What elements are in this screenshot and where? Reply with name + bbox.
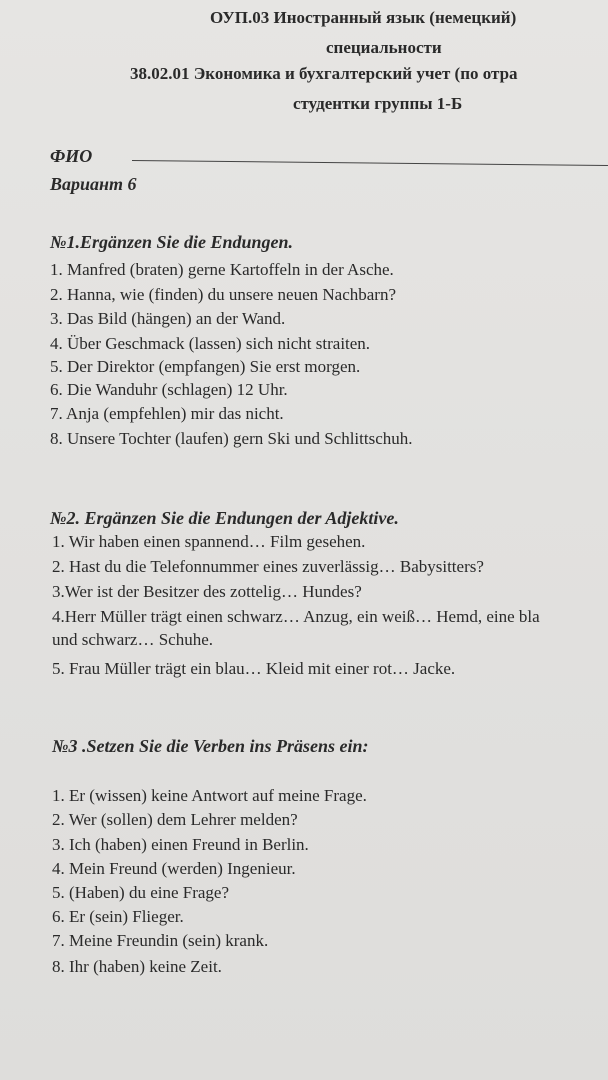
fio-label: ФИО — [50, 146, 93, 166]
course-title: ОУП.03 Иностранный язык (немецкий) — [210, 8, 517, 27]
section-1-title: №1.Ergänzen Sie die Endungen. — [50, 232, 294, 252]
section-1-item: 6. Die Wanduhr (schlagen) 12 Uhr. — [50, 380, 288, 399]
section-3-item: 1. Er (wissen) keine Antwort auf meine Frage. — [52, 786, 367, 805]
section-2-item: 3.Wer ist der Besitzer des zottelig… Hundes? — [52, 582, 362, 601]
section-2-item: 4.Herr Müller trägt einen schwarz… Anzug, ein weiß… Hemd, eine bla — [52, 607, 540, 626]
fio-underline — [132, 160, 608, 166]
section-1-item: 2. Hanna, wie (finden) du unsere neuen Nachbarn? — [50, 285, 396, 304]
section-2-item: und schwarz… Schuhe. — [52, 630, 213, 649]
section-2-item: 5. Frau Müller trägt ein blau… Kleid mit einer rot… Jacke. — [52, 659, 456, 678]
section-1-item: 7. Anja (empfehlen) mir das nicht. — [50, 404, 284, 423]
section-3-item: 8. Ihr (haben) keine Zeit. — [52, 957, 222, 976]
section-3-item: 3. Ich (haben) einen Freund in Berlin. — [52, 835, 309, 854]
section-1-item: 5. Der Direktor (empfangen) Sie erst morgen. — [50, 357, 361, 376]
section-2-item: 2. Hast du die Telefonnummer eines zuverlässig… Babysitters? — [52, 557, 484, 576]
specialty-label: специальности — [326, 38, 442, 57]
section-1-item: 3. Das Bild (hängen) an der Wand. — [50, 309, 286, 328]
section-1-item: 1. Manfred (braten) gerne Kartoffeln in der Asche. — [50, 260, 394, 279]
section-1-item: 4. Über Geschmack (lassen) sich nicht straiten. — [50, 334, 371, 353]
section-2-item: 1. Wir haben einen spannend… Film gesehen. — [52, 532, 366, 551]
group-label: студентки группы 1-Б — [293, 94, 463, 113]
section-3-item: 7. Meine Freundin (sein) krank. — [52, 931, 269, 950]
section-3-item: 6. Er (sein) Flieger. — [52, 907, 184, 926]
section-3-item: 2. Wer (sollen) dem Lehrer melden? — [52, 810, 298, 829]
section-3-item: 4. Mein Freund (werden) Ingenieur. — [52, 859, 296, 878]
specialty-name: 38.02.01 Экономика и бухгалтерский учет (по отра — [130, 64, 518, 83]
section-3-item: 5. (Haben) du eine Frage? — [52, 883, 230, 902]
section-3-title: №3 .Setzen Sie die Verben ins Präsens ein: — [52, 736, 369, 756]
variant-label: Вариант 6 — [50, 174, 137, 194]
section-1-item: 8. Unsere Tochter (laufen) gern Ski und Schlittschuh. — [50, 429, 413, 448]
section-2-title: №2. Ergänzen Sie die Endungen der Adjektive. — [50, 508, 399, 528]
